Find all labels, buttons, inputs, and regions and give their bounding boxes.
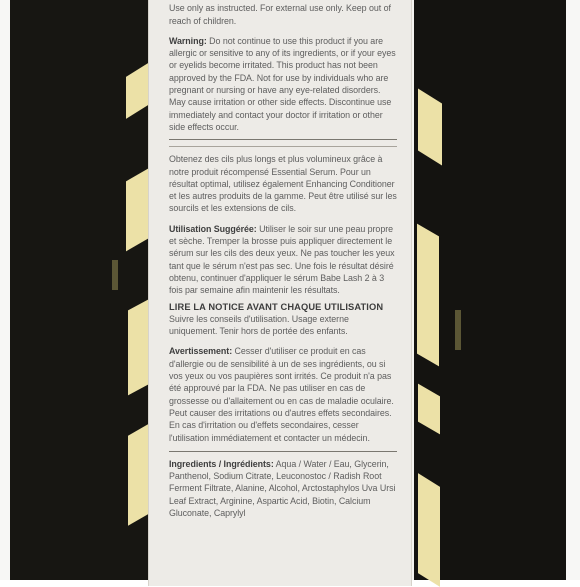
warning-heading-fr: Avertissement: — [169, 346, 233, 357]
product-insert-label — [148, 0, 412, 586]
left-stripe — [112, 260, 118, 290]
left-stripe — [128, 424, 148, 526]
usage-heading-fr: Utilisation Suggérée: — [169, 223, 257, 234]
divider — [169, 451, 397, 452]
usage-instructions-fr: Suivre les conseils d'utilisation. Usage externe uniquement. Tenir hors de portée des enfants. — [169, 313, 349, 337]
photo-edge-right — [566, 0, 580, 580]
photo-edge-left — [0, 0, 10, 580]
warning-paragraph-fr — [169, 345, 397, 443]
warning-paragraph — [169, 35, 397, 133]
ingredients-text: Aqua / Water / Eau, Glycerin, Panthenol, Sodium Citrate, Leuconostoc / Radish Root Ferment Filtrate, Alanine, Alcohol, Arctostaphylos Uva Ursi Leaf Extract, Arginine, Aspartic Acid, Biotin, Calcium Gluconate, Caprylyl — [169, 458, 396, 518]
warning-heading: Warning: — [169, 35, 207, 46]
usage-paragraph-fr — [169, 223, 397, 297]
french-intro: Obtenez des cils plus longs et plus volumineux grâce à notre produit récompensé Essential Serum. Pour un résultat optimal, utilisez également Enhancing Conditioner et les autres produits de la gamme. Peut être utilisé sur les sourcils et les extensions de cils. — [169, 154, 397, 214]
warning-text-fr: Cesser d'utiliser ce produit en cas d'allergie ou de sensibilité à un de ses ingrédients, ou si vos yeux ou vos paupières sont irrités. Ce produit n'a pas été approuvé par la FDA. Ne pas utiliser en cas de grossesse ou d'allaitement ou en cas de maladie oculaire. Peut causer des irritations ou d'autres effets secondaires. En cas d'irritation ou d'effets secondaires, cesser l'utilisation immédiatement et contacter un médecin. — [169, 346, 394, 443]
right-stripe — [455, 310, 461, 350]
usage-text-fr: Utiliser le soir sur une peau propre et sèche. Tremper la brosse puis appliquer directement le sérum sur les cils des deux yeux. Ne pas toucher les yeux tant que le sérum n'est pas sec. Une fois le résultat désiré obtenu, continuer d'appliquer le sérum Babe Lash 2 à 3 fois par semaine afin maintenir les résultats. — [169, 223, 395, 296]
left-stripe — [128, 300, 148, 396]
divider — [169, 146, 397, 147]
usage-instructions: Use only as instructed. For external use only. Keep out of reach of children. — [169, 3, 391, 26]
left-stripe — [126, 169, 148, 252]
read-insert-heading-fr: LIRE LA NOTICE AVANT CHAQUE UTILISATION — [169, 301, 384, 312]
ingredients-heading: Ingredients / Ingrédients: — [169, 458, 274, 469]
label-text-block — [169, 0, 397, 519]
right-stripe — [417, 224, 439, 367]
divider — [169, 139, 397, 140]
ingredients-paragraph — [169, 458, 397, 519]
right-stripe — [418, 473, 440, 587]
warning-text: Do not continue to use this product if you are allergic or sensitive to any of its ingredients, or if your eyes or eyelids become irritated. This product has not been approved by the FDA. Not for use by individuals who are pregnant or nursing or have any eye-related disorders. May cause irritation or other side effects. Discontinue use immediately and contact your doctor if irritation or other side effects occur. — [169, 35, 396, 132]
